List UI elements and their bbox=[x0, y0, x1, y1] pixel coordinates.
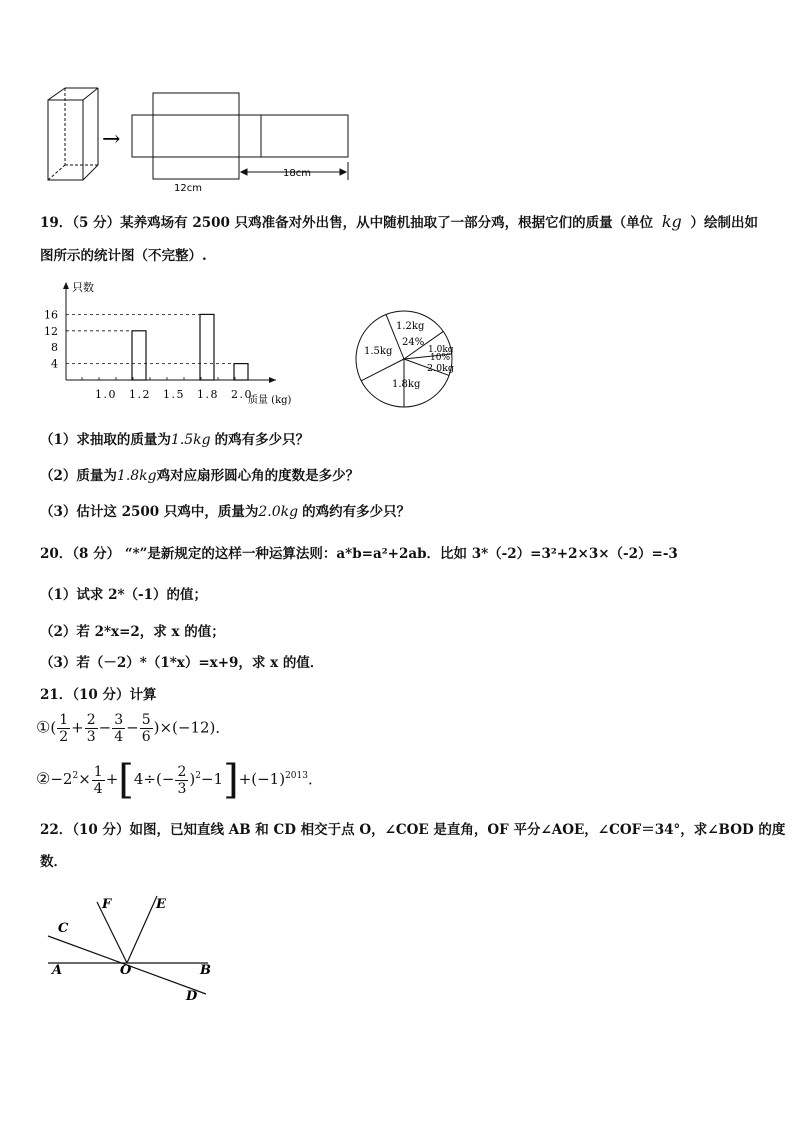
q22-line1: 22．（10 分）如图，已知直线 AB 和 CD 相交于点 O，∠COE 是直角，OF 平分∠AOE，∠COF＝34°，求∠BOD 的度 bbox=[40, 822, 786, 838]
q20-sub2: （2）若 2*x=2，求 x 的值； bbox=[40, 624, 225, 640]
y-tick-label: 4 bbox=[51, 357, 58, 371]
bar bbox=[132, 331, 146, 380]
x-tick-label: 1.5 bbox=[163, 388, 185, 401]
x-tick-label: 1.2 bbox=[129, 388, 151, 401]
q21-e2-label: ② bbox=[36, 769, 51, 788]
x-axis-arrow bbox=[269, 377, 276, 383]
q20-sub3: （3）若（－2）*（1*x）=x+9，求 x 的值． bbox=[40, 655, 324, 671]
q21-e1-label: ① bbox=[36, 717, 51, 737]
arrow-symbol: → bbox=[102, 127, 121, 152]
q19-line2: 图所示的统计图（不完整）. bbox=[40, 248, 207, 264]
q19-text-1: 19．（5 分）某养鸡场有 2500 只鸡准备对外出售，从中随机抽取了一部分鸡，根据它们的质量（单位 bbox=[40, 215, 654, 231]
point-label-c: C bbox=[58, 921, 69, 936]
q19-sub1 bbox=[40, 430, 309, 450]
pie-label-24pct: 24% bbox=[402, 337, 425, 348]
net-drawing bbox=[132, 93, 348, 180]
x-tick-label: 1.0 bbox=[95, 388, 117, 401]
label-12cm: 12cm bbox=[174, 183, 202, 194]
bar bbox=[200, 314, 214, 380]
q20-sub1: （1）试求 2*（-1）的值； bbox=[40, 587, 208, 603]
q19-sub3-a: （3）估计这 2500 只鸡中，质量为 bbox=[40, 504, 259, 520]
y-tick-label: 16 bbox=[44, 308, 58, 322]
pie-label-2-0kg: 2.0kg bbox=[427, 363, 454, 374]
y-axis-label: 只数 bbox=[72, 281, 94, 294]
q21-expression-1: ①( $\frac{1}{2}$ + $\frac{2}{3}$ − $\frac{3}{4}$ − $\frac{5}{6}$ )×(−12)． bbox=[36, 712, 231, 745]
q19-sub1-value: 1.5kg bbox=[170, 432, 211, 448]
point-label-a: A bbox=[52, 963, 63, 978]
y-tick-label: 8 bbox=[51, 341, 58, 355]
x-axis-label: 质量 (kg) bbox=[248, 395, 292, 406]
bar-chart bbox=[38, 278, 308, 408]
q19-sub1-a: （1）求抽取的质量为 bbox=[40, 432, 171, 448]
label-18cm: 18cm bbox=[283, 168, 311, 179]
q19-sub3 bbox=[40, 502, 410, 522]
x-tick-label: 1.8 bbox=[197, 388, 219, 401]
pie-divider bbox=[361, 359, 404, 381]
q21-e1-tail: ×(−12)． bbox=[159, 718, 231, 737]
q19-text-1-end: ）绘制出如 bbox=[690, 215, 758, 231]
pie-label-1-5kg: 1.5kg bbox=[364, 346, 393, 357]
y-tick-label: 12 bbox=[44, 324, 58, 338]
q19-unit-kg: kg bbox=[661, 212, 682, 231]
q21-title: 21．（10 分）计算 bbox=[40, 687, 157, 703]
ray-oe bbox=[127, 896, 157, 963]
q19-sub1-b: 的鸡有多少只？ bbox=[214, 432, 310, 448]
pie-label-1-0kg: 1.0kg bbox=[428, 345, 454, 355]
q19-sub3-b: 的鸡约有多少只？ bbox=[302, 504, 411, 520]
x-tick-label: 2.0 bbox=[231, 388, 253, 401]
pie-chart bbox=[352, 308, 462, 413]
q19-sub2-value: 1.8kg bbox=[116, 468, 157, 484]
q19-sub2 bbox=[40, 466, 359, 486]
prism-drawing bbox=[48, 88, 98, 180]
q21-e2-exponent: 2013 bbox=[285, 771, 308, 781]
pie-label-1-2kg: 1.2kg bbox=[396, 321, 425, 332]
point-label-b: B bbox=[200, 963, 211, 978]
q20-title: 20．（8 分） “*”是新规定的这样一种运算法则：a*b=a²+2ab．比如 3*（-2）=3²+2×3×（-2）=-3 bbox=[40, 546, 678, 562]
bar bbox=[234, 364, 248, 380]
point-label-f: F bbox=[102, 897, 112, 912]
q19-line1 bbox=[40, 212, 758, 233]
angle-figure bbox=[40, 888, 230, 1008]
point-label-o: O bbox=[120, 963, 132, 978]
q19-sub2-a: （2）质量为 bbox=[40, 468, 117, 484]
prism-net-figure bbox=[40, 80, 360, 195]
q22-line2: 数． bbox=[40, 854, 67, 870]
pie-label-10pct: 10% bbox=[430, 353, 451, 363]
q21-e2-end: ． bbox=[307, 770, 323, 788]
point-label-d: D bbox=[186, 989, 198, 1004]
q21-expression-2: $②-2^2\times$ $\frac{1}{4}$ +[4÷(− $\frac{2}{3}$ )$^2-1]+(-1)^{2013}$． bbox=[36, 757, 323, 803]
point-label-e: E bbox=[156, 897, 166, 912]
pie-label-1-8kg: 1.8kg bbox=[392, 379, 421, 390]
q19-sub2-b: 鸡对应扇形圆心角的度数是多少？ bbox=[156, 468, 360, 484]
q21-e2-tail: +(−1) bbox=[238, 770, 286, 788]
q19-sub3-value: 2.0kg bbox=[258, 504, 299, 520]
y-axis-arrow bbox=[63, 282, 69, 289]
